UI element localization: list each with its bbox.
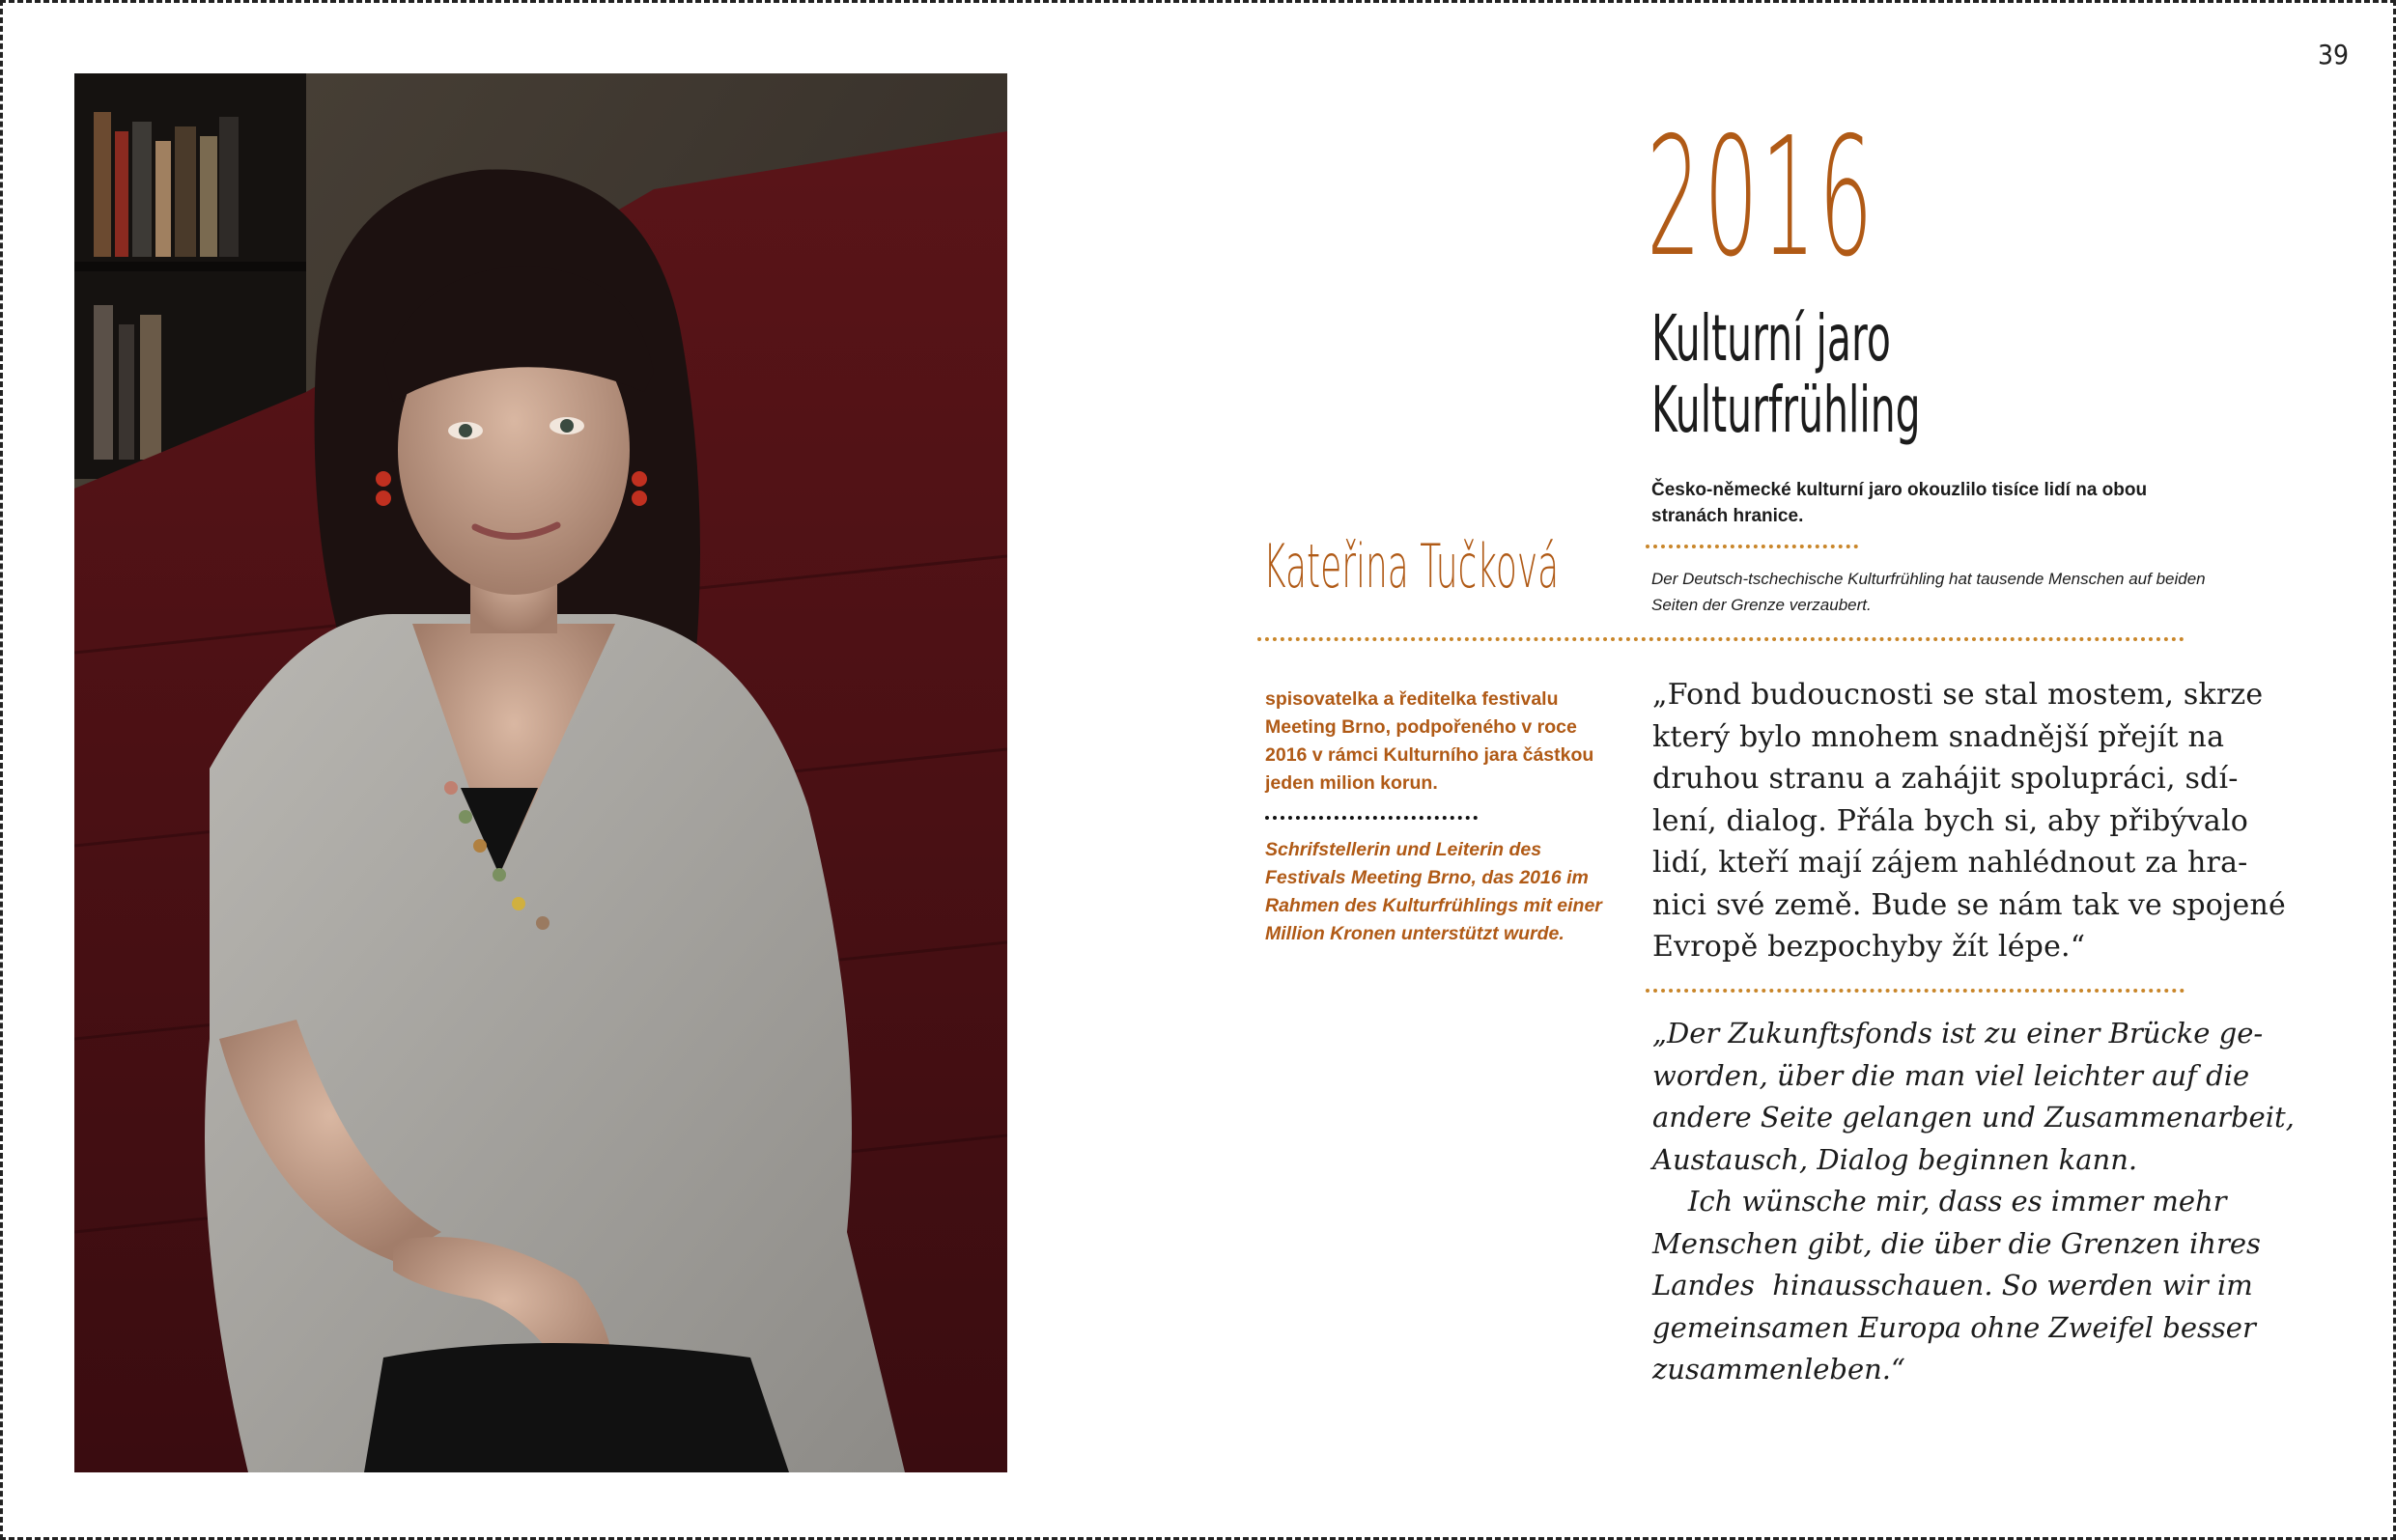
role-german: Schrifstellerin und Leiterin des Festivals Meeting Brno, das 2016 im Rahmen des Kulturfrühlings mit einer Million Kronen unterstützt wurde.	[1265, 839, 1602, 944]
quote-german-line: „Der Zukunftsfonds ist zu einer Brücke ge-	[1652, 1017, 2264, 1050]
quote-german-line: Menschen gibt, die über die Grenzen ihres	[1652, 1226, 2261, 1260]
quote-czech-line: lení, dialog. Přála bych si, aby přibývalo	[1652, 803, 2249, 838]
quote-german-line: Austausch, Dialog beginnen kann.	[1652, 1142, 2138, 1176]
quote-czech-line: „Fond budoucnosti se stal mostem, skrze	[1652, 678, 2264, 712]
year-heading: 2016	[1647, 102, 1876, 294]
title-german: Kulturfrühling	[1651, 373, 1921, 447]
quote-czech-line: nici své země. Bude se nám tak ve spojené	[1652, 887, 2286, 922]
quote-german-line: andere Seite gelangen und Zusammenarbeit,	[1652, 1101, 2295, 1134]
quote-czech	[1652, 674, 2309, 968]
title-czech: Kulturní jaro	[1651, 301, 1891, 376]
person-name: Kateřina Tučková	[1263, 531, 1560, 602]
quote-german-line: Landes hinausschauen. So werden wir im	[1652, 1269, 2253, 1302]
quote-czech-line: který bylo mnohem snadnější přejít na	[1652, 719, 2225, 754]
quote-divider	[1646, 989, 2185, 993]
intro-divider	[1646, 545, 1858, 548]
quote-czech-line: Evropě bezpochyby žít lépe.“	[1652, 930, 2086, 964]
quote-german-line: worden, über die man viel leichter auf die	[1652, 1058, 2250, 1092]
quote-czech-line: lidí, kteří mají zájem nahlédnout za hra-	[1652, 846, 2248, 880]
quote-german	[1652, 1013, 2309, 1391]
main-divider	[1257, 637, 2185, 641]
quote-german-line: Ich wünsche mir, dass es immer mehr	[1652, 1185, 2227, 1218]
quote-german-line: zusammenleben.“	[1652, 1353, 1905, 1386]
intro-czech: Česko-německé kulturní jaro okouzlilo tisíce lidí na obou stranách hranice.	[1651, 480, 2148, 526]
role-czech: spisovatelka a ředitelka festivalu Meeting Brno, podpořeného v roce 2016 v rámci Kulturního jara částkou jeden milion korun.	[1265, 688, 1594, 794]
quote-german-line: gemeinsamen Europa ohne Zweifel besser	[1652, 1310, 2256, 1344]
portrait-photo	[74, 73, 1007, 1472]
page-number: 39	[2318, 39, 2350, 70]
intro-german: Der Deutsch-tschechische Kulturfrühling hat tausende Menschen auf beiden Seiten der Grenze verzaubert.	[1651, 570, 2206, 614]
role-divider	[1265, 816, 1478, 820]
quote-czech-line: druhou stranu a zahájit spolupráci, sdí-	[1652, 762, 2239, 796]
